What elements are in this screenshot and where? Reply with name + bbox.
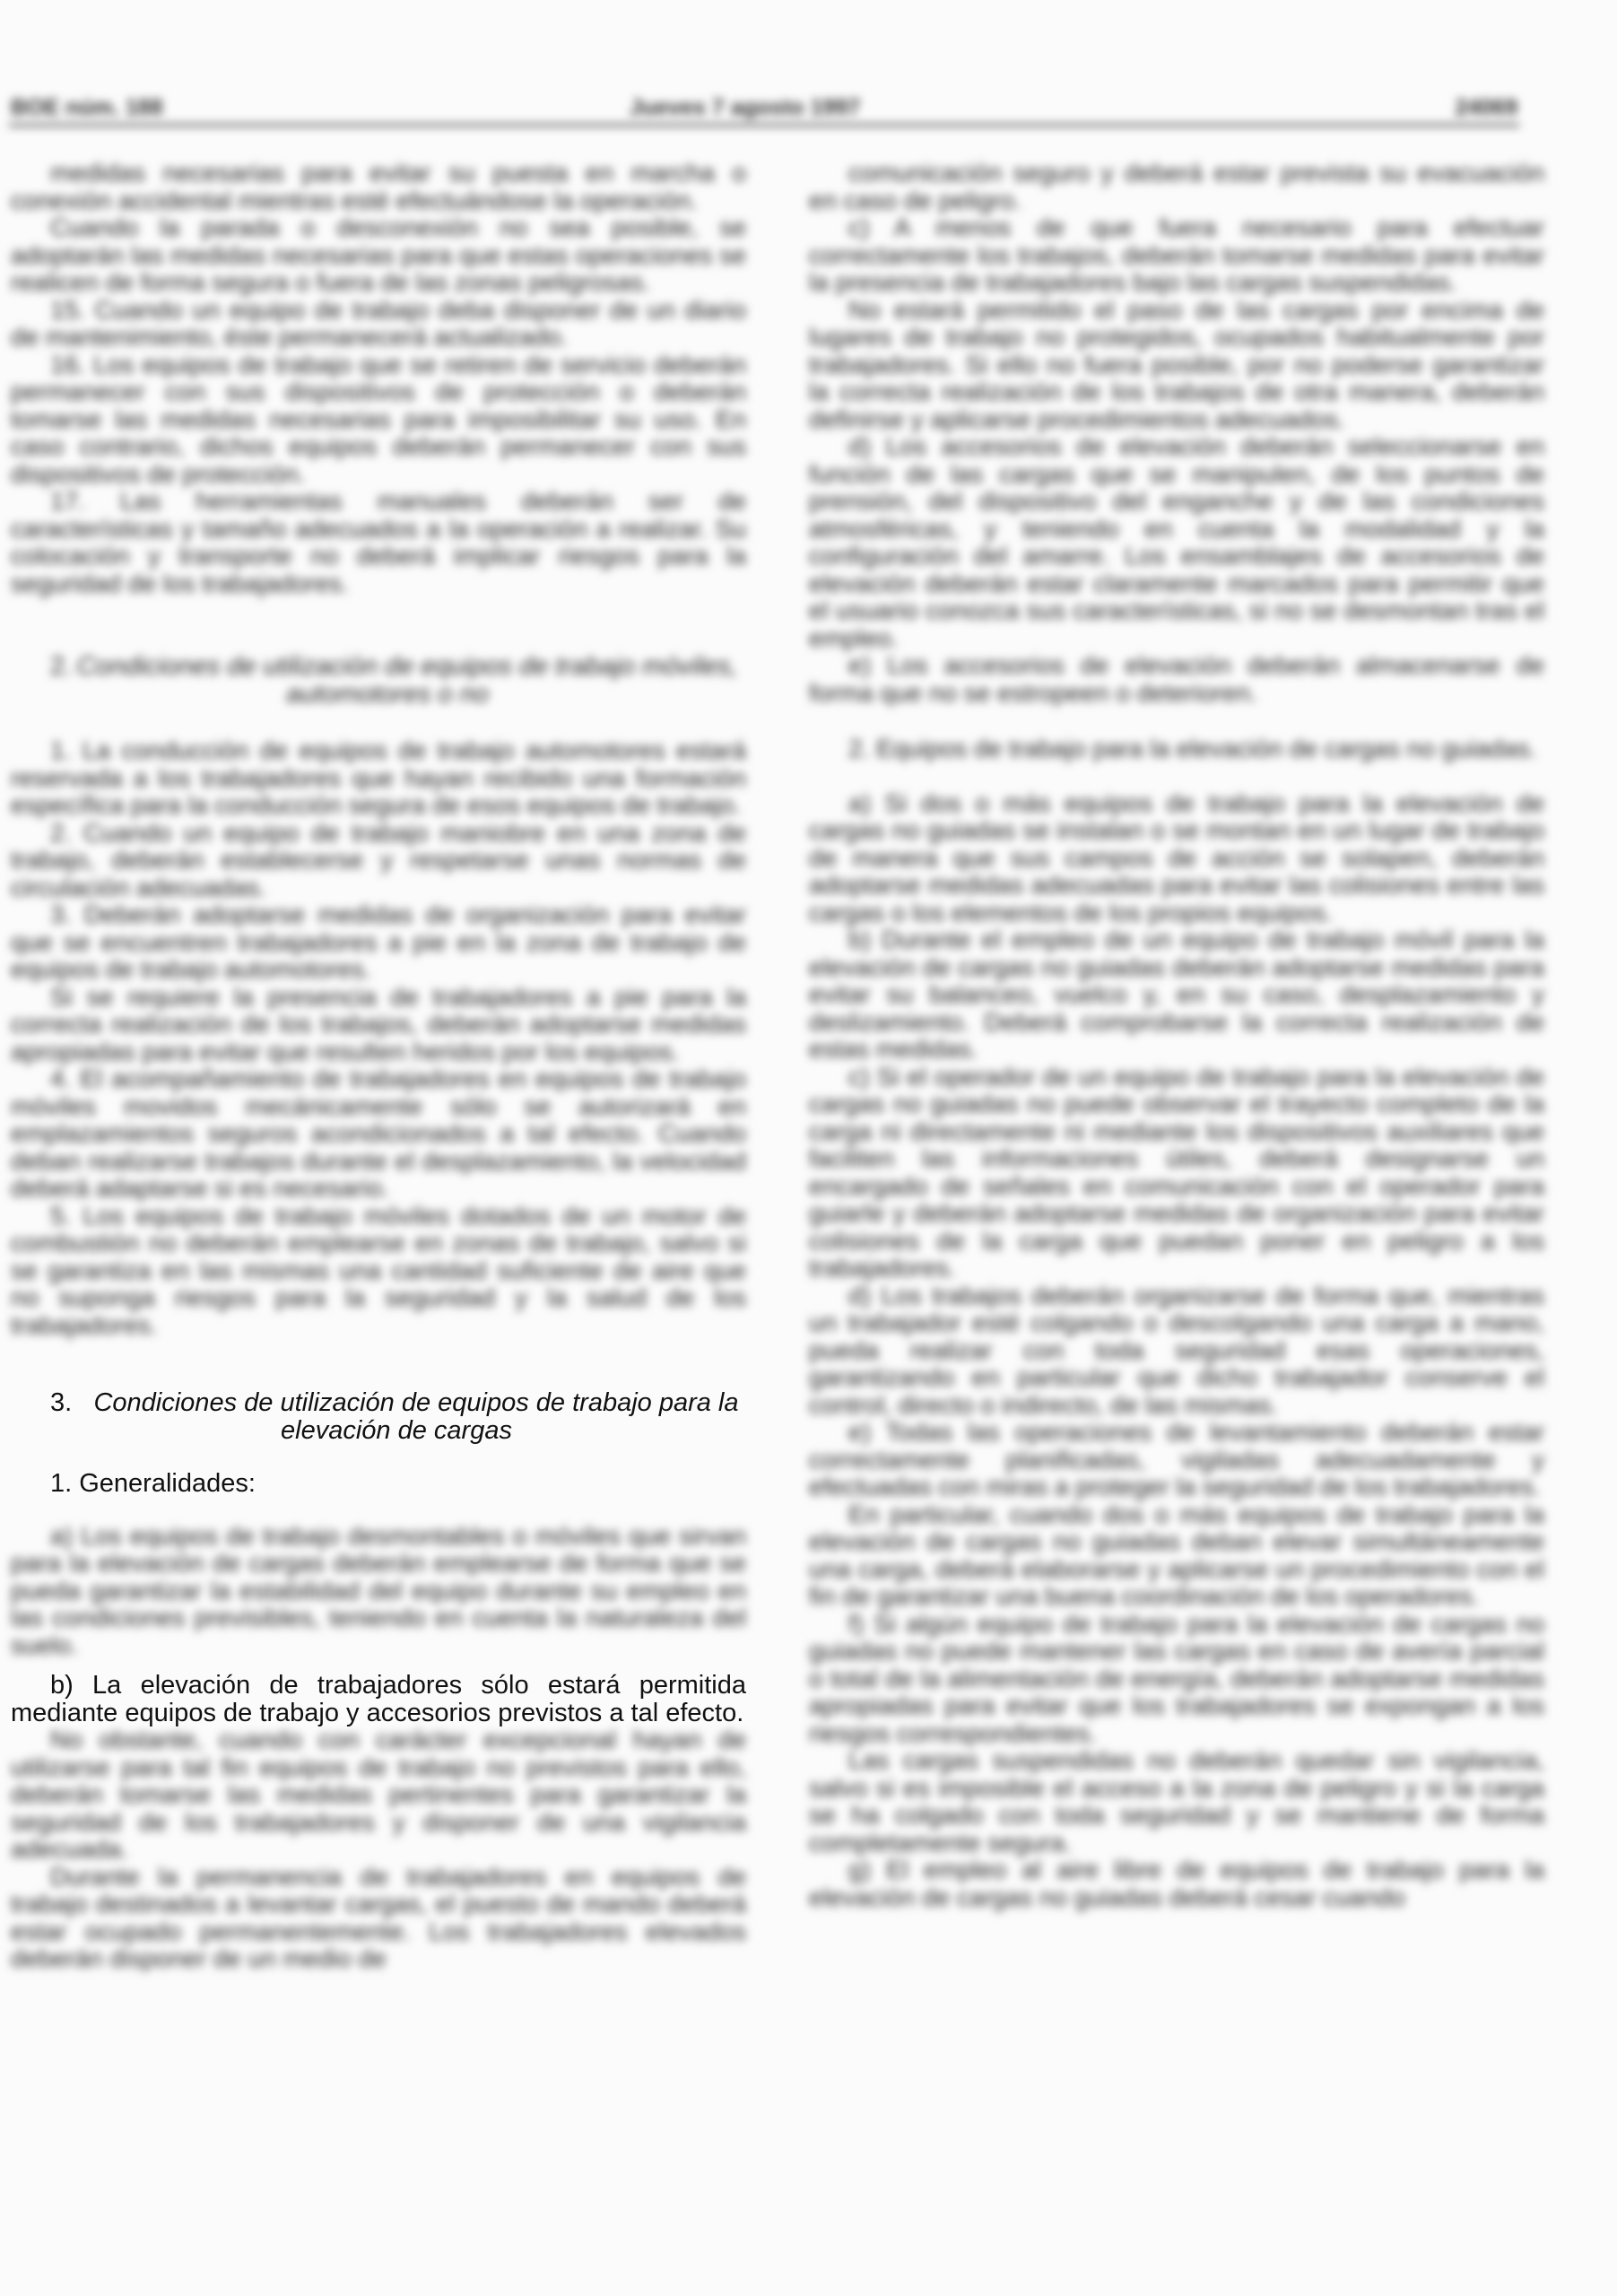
paragraph: 1. La conducción de equipos de trabajo automotores estará reservada a los trabajadores que hayan recibido una formación específica para la conducción segura de esos equipos de trabajo. xyxy=(11,736,746,819)
paragraph: En particular, cuando dos o más equipos de trabajo para la elevación de cargas no guiadas deban elevar simultáneamente una carga, deberá elaborarse y aplicarse un procedimiento con el fin de garantizar una buena coordinación de los operadores. xyxy=(809,1500,1544,1610)
heading: 2. Equipos de trabajo para la elevación de cargas no guiadas. xyxy=(848,735,1537,762)
subheading-generalidades: 1. Generalidades: xyxy=(50,1469,256,1498)
paragraph: No obstante, cuando con carácter excepcional hayan de utilizarse para tal fin equipos de trabajo no previstos para ello, deberán tomarse las medidas pertinentes para garantizar la seguridad de los trabajadores y disponer de una vigilancia adecuada. xyxy=(11,1726,746,1863)
paragraph: 2. Cuando un equipo de trabajo maniobre en una zona de trabajo, deberán establecerse y respetarse unas normas de circulación adecuadas. xyxy=(11,818,746,901)
paragraph: e) Todas las operaciones de levantamiento deberán estar correctamente planificadas, vigiladas adecuadamente y efectuadas con miras a proteger la seguridad de los trabajadores. xyxy=(809,1418,1544,1500)
paragraph: 15. Cuando un equipo de trabajo deba disponer de un diario de mantenimiento, éste permanecerá actualizado. xyxy=(11,295,746,351)
header-rule xyxy=(9,124,1519,126)
paragraph: a) Los equipos de trabajo desmontables o móviles que sirvan para la elevación de cargas deberán emplearse de forma que se pueda garantizar la estabilidad del equipo durante su empleo en las condiciones previsibles, teniendo en cuenta la naturaleza del suelo. xyxy=(11,1521,746,1659)
header-issue: BOE núm. 188 xyxy=(11,95,163,120)
left-blurred-a xyxy=(11,1523,746,1660)
right-blurred-rest xyxy=(809,790,1544,1912)
paragraph: Las cargas suspendidas no deberán quedar sin vigilancia, salvo si es imposible el acceso a la zona de peligro y si la carga se ha colgado con toda seguridad y se mantiene de forma completamente segura. xyxy=(809,1746,1544,1857)
left-blurred-top xyxy=(11,160,746,597)
paragraph: 16. Los equipos de trabajo que se retiren de servicio deberán permanecer con sus dispositivos de protección o deberán tomarse las medidas necesarias para imposibilitar su uso. En caso contrario, dichos equipos deberán permanecer con sus dispositivos de protección. xyxy=(11,350,746,488)
paragraph: Si se requiere la presencia de trabajadores a pie para la correcta realización de los trabajos, deberán adoptarse medidas apropiadas para evitar que resulten heridos por los equipos. xyxy=(11,982,746,1065)
right-heading-2 xyxy=(809,735,1544,763)
section-3-number: 3. xyxy=(50,1388,73,1417)
paragraph: b) Durante el empleo de un equipo de trabajo móvil para la elevación de cargas no guiadas deberán adoptarse medidas para evitar su balanceo, vuelco y, en su caso, desplazamiento y deslizamiento. Deberá comprobarse la correcta realización de estas medidas. xyxy=(809,926,1544,1063)
section-3-heading xyxy=(11,1389,746,1445)
paragraph: e) Los accesorios de elevación deberán almacenarse de forma que no se estropeen o deterioren. xyxy=(809,651,1544,707)
paragraph: c) A menos de que fuera necesario para efectuar correctamente los trabajos, deberán tomarse medidas para evitar la presencia de trabajadores bajo las cargas suspendidas. xyxy=(809,213,1544,296)
paragraph: medidas necesarias para evitar su puesta en marcha o conexión accidental mientras esté efectuándose la operación. xyxy=(11,159,746,214)
paragraph: 17. Las herramientas manuales deberán ser de características y tamaño adecuados a la operación a realizar. Su colocación y transporte no deberá implicar riesgos para la seguridad de los trabajadores. xyxy=(11,487,746,597)
paragraph: 4. El acompañamiento de trabajadores en equipos de trabajo móviles movidos mecánicamente sólo se autorizará en emplazamientos seguros acondicionados a tal efecto. Cuando deban realizarse trabajos durante el desplazamiento, la velocidad deberá adaptarse si es necesario. xyxy=(11,1065,746,1202)
section-2-title: Condiciones de utilización de equipos de trabajo móviles, automotores o no xyxy=(76,652,738,709)
header-date: Jueves 7 agosto 1997 xyxy=(630,95,861,120)
left-blurred-bottom xyxy=(11,1726,746,1973)
page-header xyxy=(11,95,1517,122)
right-blurred-top xyxy=(809,160,1544,707)
section-2-number: 2. xyxy=(50,652,73,681)
paragraph: f) Si algún equipo de trabajo para la elevación de cargas no guiadas no puede mantener las cargas en caso de avería parcial o total de la alimentación de energía, deberán adoptarse medidas apropiadas para evitar que los trabajadores se expongan a los riesgos correspondientes. xyxy=(809,1609,1544,1747)
paragraph: No estará permitido el paso de las cargas por encima de lugares de trabajo no protegidos, ocupados habitualmente por trabajadores. Si ello no fuera posible, por no poderse garantizar la correcta realización de los trabajos de otra manera, deberán definirse y aplicarse procedimientos adecuados. xyxy=(809,295,1544,433)
paragraph: Cuando la parada o desconexión no sea posible, se adoptarán las medidas necesarias para que estas operaciones se realicen de forma segura o fuera de las zonas peligrosas. xyxy=(11,213,746,296)
paragraph: g) El empleo al aire libre de equipos de trabajo para la elevación de cargas no guiadas deberá cesar cuando xyxy=(809,1856,1544,1911)
paragraph: 5. Los equipos de trabajo móviles dotados de un motor de combustión no deberán emplearse en zonas de trabajo, salvo si se garantiza en las mismas una cantidad suficiente de aire que no suponga riesgos para la seguridad y la salud de los trabajadores. xyxy=(11,1201,746,1339)
right-column xyxy=(809,160,1544,1911)
paragraph: d) Los trabajos deberán organizarse de forma que, mientras un trabajador esté colgando o descolgando una carga a mano, pueda realizar con toda seguridad esas operaciones, garantizando en particular que dicho trabajador conserve el control, directo o indirecto, de las mismas. xyxy=(809,1281,1544,1419)
paragraph: comunicación seguro y deberá estar prevista su evacuación en caso de peligro. xyxy=(809,159,1544,214)
paragraph: a) Si dos o más equipos de trabajo para la elevación de cargas no guiadas se instalan o se montan en un lugar de trabajo de manera que sus campos de acción se solapen, deberán adoptarse medidas adecuadas para evitar las colisiones entre las cargas o los elementos de los propios equipos. xyxy=(809,788,1544,926)
paragraph: 3. Deberán adoptarse medidas de organización para evitar que se encuentren trabajadores a pie en la zona de trabajo de equipos de trabajo automotores. xyxy=(11,900,746,983)
paragraph-b: b) La elevación de trabajadores sólo estará permitida mediante equipos de trabajo y accesorios previstos a tal efecto. xyxy=(11,1671,746,1727)
paragraph: c) Si el operador de un equipo de trabajo para la elevación de cargas no guiadas no puede observar el trayecto completo de la carga ni directamente ni mediante los dispositivos auxiliares que faciliten las informaciones útiles, deberá designarse un encargado de señales en comunicación con el operador para guiarle y deberán adoptarse medidas de organización para evitar colisiones de la carga que puedan poner en peligro a los trabajadores. xyxy=(809,1062,1544,1282)
paragraph: d) Los accesorios de elevación deberán seleccionarse en función de las cargas que se manipulen, de los puntos de prensión, del dispositivo del enganche y de las condiciones atmosféricas, y teniendo en cuenta la modalidad y la configuración del amarre. Los ensamblajes de accesorios de elevación deberán estar claramente marcados para permitir que el usuario conozca sus características, si no se desmontan tras el empleo. xyxy=(809,432,1544,652)
section-2-heading xyxy=(11,653,746,709)
left-column xyxy=(11,160,746,1973)
header-page-number: 24069 xyxy=(1455,95,1517,120)
left-blurred-mid xyxy=(11,737,746,1339)
section-3-title: Condiciones de utilización de equipos de trabajo para la elevación de cargas xyxy=(93,1388,739,1445)
paragraph: Durante la permanencia de trabajadores en equipos de trabajo destinados a levantar cargas, el puesto de mando deberá estar ocupado permanentemente. Los trabajadores elevados deberán disponer de un medio de xyxy=(11,1862,746,1972)
